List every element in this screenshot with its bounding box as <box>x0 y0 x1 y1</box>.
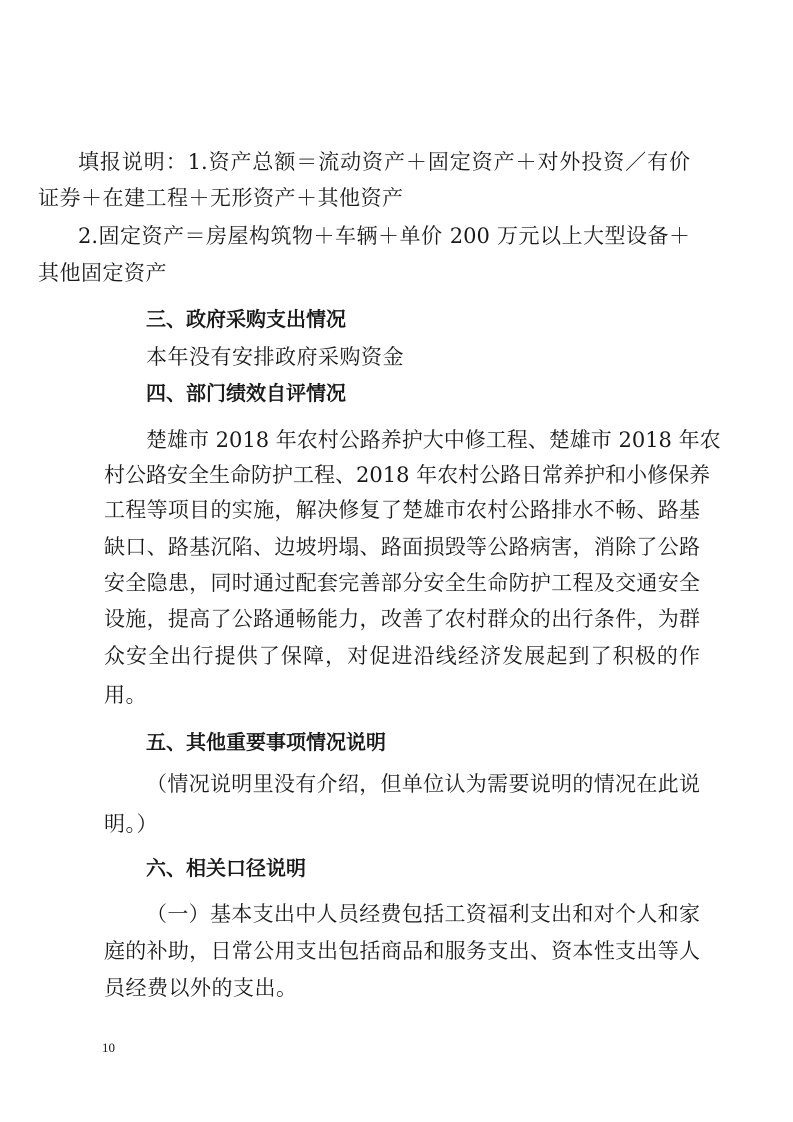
section-6-line-3: 员经费以外的支出。 <box>104 976 298 1000</box>
section-6-line-2: 庭的补助，日常公用支出包括商品和服务支出、资本性支出等人 <box>104 939 700 963</box>
section-4-line-7: 众安全出行提供了保障，对促进沿线经济发展起到了积极的作 <box>104 644 700 668</box>
section-6-line-1: （一）基本支出中人员经费包括工资福利支出和对个人和家 <box>146 902 700 926</box>
section-4-line-8: 用。 <box>104 683 147 707</box>
section-4-line-6: 设施，提高了公路通畅能力，改善了农村群众的出行条件，为群 <box>104 607 700 631</box>
section-3-heading: 三、政府采购支出情况 <box>146 307 346 331</box>
section-3-text: 本年没有安排政府采购资金 <box>146 345 404 369</box>
page-number: 10 <box>102 1040 115 1055</box>
section-4-line-1: 楚雄市 2018 年农村公路养护大中修工程、楚雄市 2018 年农 <box>146 428 721 452</box>
section-6-heading: 六、相关口径说明 <box>146 856 306 880</box>
section-5-line-2: 明。） <box>104 812 158 836</box>
section-5-line-1: （情况说明里没有介绍，但单位认为需要说明的情况在此说 <box>146 772 700 796</box>
section-4-line-4: 缺口、路基沉陷、边坡坍塌、路面损毁等公路病害，消除了公路 <box>104 535 700 559</box>
section-4-line-3: 工程等项目的实施，解决修复了楚雄市农村公路排水不畅、路基 <box>104 498 700 522</box>
fill-note-line-2: 证券＋在建工程＋无形资产＋其他资产 <box>38 186 404 210</box>
fill-note-line-1: 填报说明：1.资产总额＝流动资产＋固定资产＋对外投资／有价 <box>78 150 690 174</box>
section-5-heading: 五、其他重要事项情况说明 <box>146 730 386 754</box>
section-4-line-5: 安全隐患，同时通过配套完善部分安全生命防护工程及交通安全 <box>104 571 700 595</box>
section-4-line-2: 村公路安全生命防护工程、2018 年农村公路日常养护和小修保养 <box>104 463 711 487</box>
section-4-heading: 四、部门绩效自评情况 <box>146 381 346 405</box>
fill-note-line-3: 2.固定资产＝房屋构筑物＋车辆＋单价 200 万元以上大型设备＋ <box>78 224 690 248</box>
fill-note-line-4: 其他固定资产 <box>38 261 167 285</box>
